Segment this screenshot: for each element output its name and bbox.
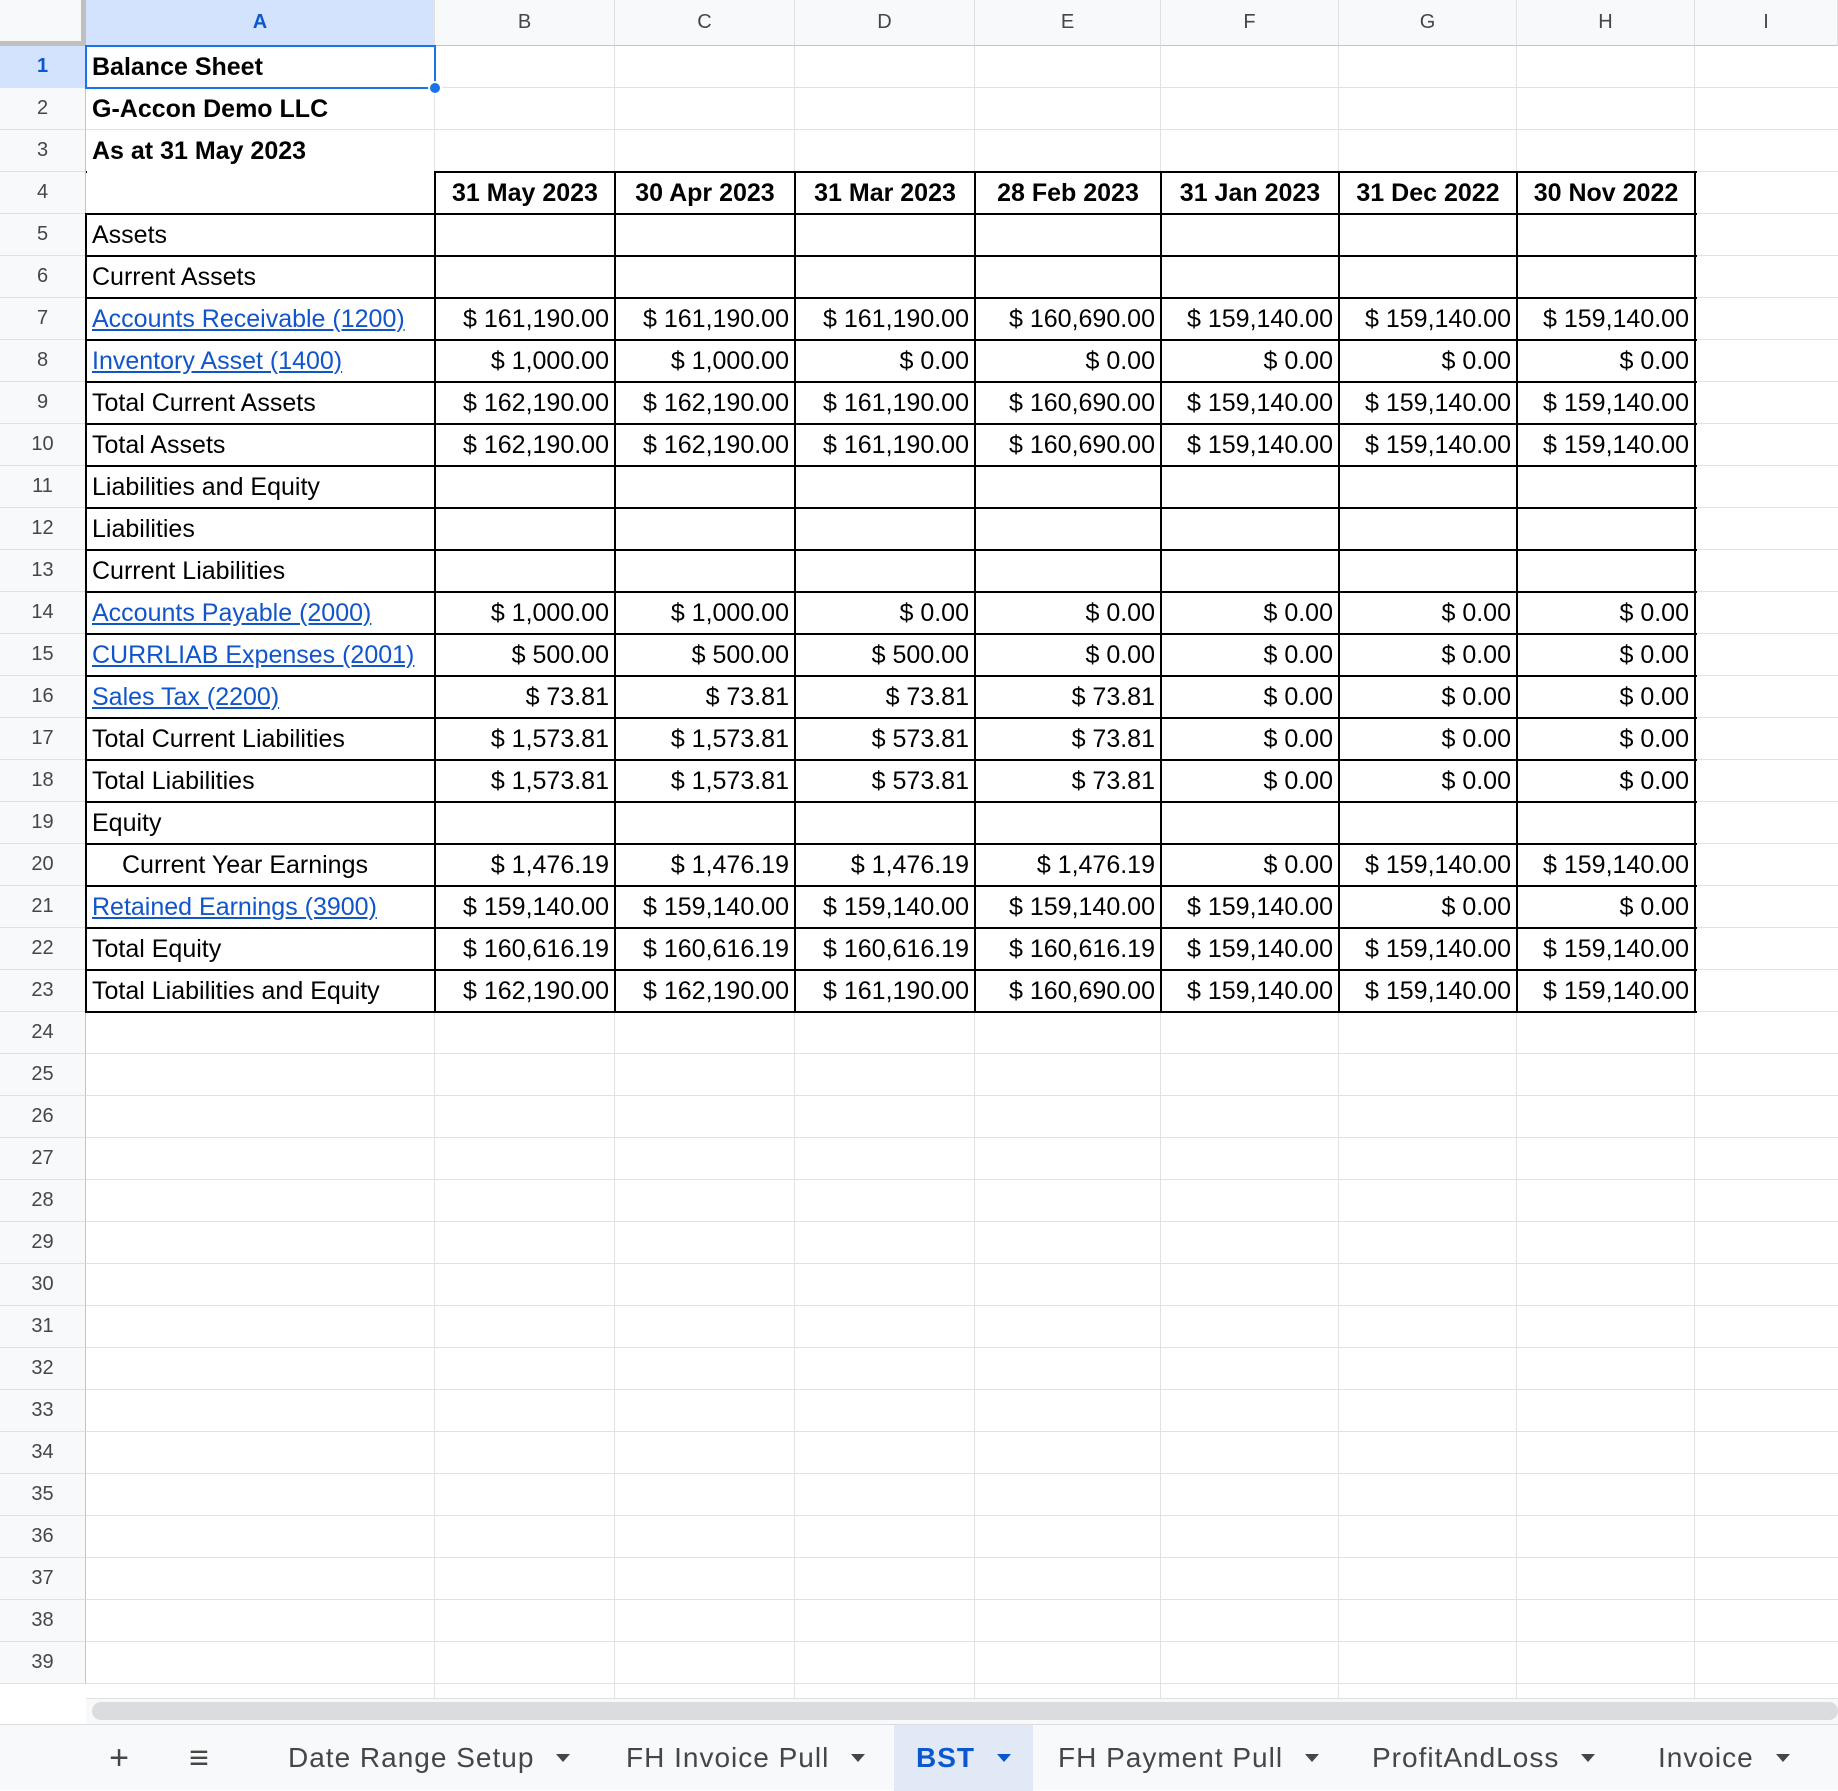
value-cell[interactable]: $ 1,573.81 bbox=[490, 766, 609, 795]
value-cell[interactable]: $ 159,140.00 bbox=[1543, 430, 1689, 459]
row-header-7[interactable]: 7 bbox=[0, 298, 86, 340]
row-header-29[interactable]: 29 bbox=[0, 1222, 86, 1264]
value-cell[interactable] bbox=[1517, 508, 1695, 550]
period-header[interactable]: 31 Dec 2022 bbox=[1356, 178, 1500, 207]
row-label[interactable]: Total Equity bbox=[92, 934, 222, 963]
value-cell[interactable] bbox=[435, 802, 615, 844]
value-cell[interactable]: $ 161,190.00 bbox=[823, 976, 969, 1005]
value-cell[interactable]: $ 0.00 bbox=[1619, 892, 1689, 921]
table-border-h bbox=[86, 633, 1697, 635]
value-cell[interactable]: $ 161,190.00 bbox=[463, 304, 609, 333]
value-cell[interactable] bbox=[1339, 466, 1517, 508]
value-cell[interactable]: $ 162,190.00 bbox=[463, 430, 609, 459]
value-cell[interactable]: $ 161,190.00 bbox=[823, 430, 969, 459]
row-header-37[interactable]: 37 bbox=[0, 1558, 86, 1600]
table-border-h bbox=[86, 759, 1697, 761]
row-label[interactable]: Total Assets bbox=[92, 430, 226, 459]
sheet-tab-label: BST bbox=[916, 1742, 975, 1773]
row-header-13[interactable]: 13 bbox=[0, 550, 86, 592]
company-name[interactable]: G-Accon Demo LLC bbox=[92, 94, 329, 123]
gridline-row bbox=[86, 1263, 1838, 1264]
value-cell[interactable]: $ 1,573.81 bbox=[670, 724, 789, 753]
row-header-2[interactable]: 2 bbox=[0, 88, 86, 130]
value-cell[interactable] bbox=[1517, 802, 1695, 844]
row-label[interactable]: Current Year Earnings bbox=[122, 850, 368, 879]
value-cell[interactable]: $ 0.00 bbox=[1085, 346, 1155, 375]
gridline-row bbox=[86, 1557, 1838, 1558]
value-cell[interactable] bbox=[615, 214, 795, 256]
sheet-tab-date-range-setup[interactable] bbox=[266, 1725, 592, 1791]
value-cell[interactable]: $ 0.00 bbox=[1263, 640, 1333, 669]
value-cell[interactable] bbox=[975, 508, 1161, 550]
sheet-tab-fh-payment-pull[interactable] bbox=[1036, 1725, 1341, 1791]
table-border-v bbox=[434, 171, 436, 1013]
table-border-v bbox=[1160, 171, 1162, 1013]
value-cell[interactable]: $ 0.00 bbox=[1619, 724, 1689, 753]
row-header-1[interactable]: 1 bbox=[0, 46, 86, 88]
value-cell[interactable]: $ 1,573.81 bbox=[670, 766, 789, 795]
value-cell[interactable]: $ 160,616.19 bbox=[463, 934, 609, 963]
value-cell[interactable]: $ 0.00 bbox=[1441, 598, 1511, 627]
row-header-26[interactable]: 26 bbox=[0, 1096, 86, 1138]
value-cell[interactable]: $ 73.81 bbox=[525, 682, 609, 711]
row-header-25[interactable]: 25 bbox=[0, 1054, 86, 1096]
value-cell[interactable] bbox=[615, 466, 795, 508]
value-cell[interactable]: $ 1,573.81 bbox=[490, 724, 609, 753]
table-border-h bbox=[86, 423, 1697, 425]
sheet-tab-label: Invoice bbox=[1658, 1742, 1754, 1773]
value-cell[interactable] bbox=[1161, 550, 1339, 592]
row-header-21[interactable]: 21 bbox=[0, 886, 86, 928]
row-header-15[interactable]: 15 bbox=[0, 634, 86, 676]
column-header-f[interactable]: F bbox=[1161, 0, 1339, 46]
row-header-27[interactable]: 27 bbox=[0, 1138, 86, 1180]
table-border-h bbox=[86, 549, 1697, 551]
table-border-h bbox=[86, 465, 1697, 467]
value-cell[interactable]: $ 0.00 bbox=[1263, 850, 1333, 879]
value-cell[interactable] bbox=[435, 508, 615, 550]
row-header-11[interactable]: 11 bbox=[0, 466, 86, 508]
value-cell[interactable]: $ 160,690.00 bbox=[1009, 976, 1155, 1005]
row-header-31[interactable]: 31 bbox=[0, 1306, 86, 1348]
value-cell[interactable] bbox=[795, 466, 975, 508]
row-label[interactable]: Total Current Assets bbox=[92, 388, 316, 417]
column-header-a[interactable]: A bbox=[86, 0, 435, 46]
sheet-tab-invoice[interactable] bbox=[1636, 1725, 1812, 1791]
value-cell[interactable] bbox=[1161, 214, 1339, 256]
row-header-38[interactable]: 38 bbox=[0, 1600, 86, 1642]
gridline-row bbox=[86, 129, 1838, 130]
gridline-row bbox=[86, 87, 1838, 88]
table-border-h bbox=[86, 507, 1697, 509]
value-cell[interactable]: $ 159,140.00 bbox=[1543, 976, 1689, 1005]
value-cell[interactable]: $ 73.81 bbox=[1071, 724, 1155, 753]
value-cell[interactable]: $ 0.00 bbox=[1263, 598, 1333, 627]
period-header[interactable]: 30 Apr 2023 bbox=[635, 178, 775, 207]
value-cell[interactable] bbox=[435, 214, 615, 256]
value-cell[interactable]: $ 1,476.19 bbox=[850, 850, 969, 879]
value-cell[interactable]: $ 160,690.00 bbox=[1009, 304, 1155, 333]
value-cell[interactable]: $ 159,140.00 bbox=[1187, 892, 1333, 921]
table-border-h bbox=[86, 297, 1697, 299]
value-cell[interactable] bbox=[435, 256, 615, 298]
row-header-9[interactable]: 9 bbox=[0, 382, 86, 424]
account-link[interactable]: Inventory Asset (1400) bbox=[92, 346, 343, 375]
row-label[interactable]: Assets bbox=[92, 220, 168, 249]
value-cell[interactable] bbox=[975, 550, 1161, 592]
value-cell[interactable]: $ 160,690.00 bbox=[1009, 388, 1155, 417]
value-cell[interactable]: $ 500.00 bbox=[511, 640, 609, 669]
sheet-tab-bar bbox=[0, 1724, 1838, 1790]
value-cell[interactable]: $ 73.81 bbox=[885, 682, 969, 711]
value-cell[interactable]: $ 0.00 bbox=[899, 598, 969, 627]
value-cell[interactable]: $ 159,140.00 bbox=[463, 892, 609, 921]
chevron-down-icon[interactable] bbox=[851, 1754, 865, 1762]
row-header-10[interactable]: 10 bbox=[0, 424, 86, 466]
row-label[interactable]: Liabilities and Equity bbox=[92, 472, 320, 501]
value-cell[interactable]: $ 162,190.00 bbox=[643, 388, 789, 417]
period-header[interactable]: 31 Jan 2023 bbox=[1179, 178, 1321, 207]
account-link[interactable]: CURRLIAB Expenses (2001) bbox=[92, 640, 415, 669]
row-header-19[interactable]: 19 bbox=[0, 802, 86, 844]
chevron-down-icon[interactable] bbox=[1305, 1754, 1319, 1762]
value-cell[interactable]: $ 1,476.19 bbox=[490, 850, 609, 879]
value-cell[interactable] bbox=[1339, 802, 1517, 844]
value-cell[interactable] bbox=[1517, 466, 1695, 508]
account-link[interactable]: Accounts Payable (2000) bbox=[92, 598, 372, 627]
column-header-h[interactable]: H bbox=[1517, 0, 1695, 46]
period-header[interactable]: 31 Mar 2023 bbox=[814, 178, 956, 207]
value-cell[interactable] bbox=[975, 802, 1161, 844]
value-cell[interactable]: $ 162,190.00 bbox=[463, 976, 609, 1005]
value-cell[interactable]: $ 73.81 bbox=[705, 682, 789, 711]
value-cell[interactable] bbox=[975, 214, 1161, 256]
value-cell[interactable]: $ 0.00 bbox=[1619, 346, 1689, 375]
value-cell[interactable]: $ 0.00 bbox=[1619, 682, 1689, 711]
gridline-row bbox=[86, 1305, 1838, 1306]
row-header-34[interactable]: 34 bbox=[0, 1432, 86, 1474]
hamburger-menu-icon[interactable]: ≡ bbox=[189, 1738, 209, 1777]
value-cell[interactable] bbox=[975, 466, 1161, 508]
gridline-row bbox=[86, 1515, 1838, 1516]
value-cell[interactable]: $ 1,476.19 bbox=[1036, 850, 1155, 879]
value-cell[interactable]: $ 159,140.00 bbox=[1365, 430, 1511, 459]
sheet-tab-label: FH Payment Pull bbox=[1058, 1742, 1284, 1773]
value-cell[interactable]: $ 0.00 bbox=[899, 346, 969, 375]
row-header-3[interactable]: 3 bbox=[0, 130, 86, 172]
table-border-v bbox=[1516, 171, 1518, 1013]
value-cell[interactable]: $ 0.00 bbox=[1085, 640, 1155, 669]
value-cell[interactable]: $ 1,000.00 bbox=[490, 598, 609, 627]
sheet-tab-label: ProfitAndLoss bbox=[1372, 1742, 1560, 1773]
value-cell[interactable]: $ 159,140.00 bbox=[1365, 850, 1511, 879]
value-cell[interactable]: $ 1,476.19 bbox=[670, 850, 789, 879]
column-header-d[interactable]: D bbox=[795, 0, 975, 46]
value-cell[interactable]: $ 159,140.00 bbox=[1187, 976, 1333, 1005]
gridline-row bbox=[86, 1095, 1838, 1096]
row-header-35[interactable]: 35 bbox=[0, 1474, 86, 1516]
value-cell[interactable]: $ 1,000.00 bbox=[490, 346, 609, 375]
value-cell[interactable] bbox=[615, 550, 795, 592]
row-label[interactable]: Current Liabilities bbox=[92, 556, 286, 585]
value-cell[interactable] bbox=[615, 256, 795, 298]
gridline-row bbox=[86, 1137, 1838, 1138]
value-cell[interactable]: $ 0.00 bbox=[1441, 640, 1511, 669]
value-cell[interactable]: $ 161,190.00 bbox=[643, 304, 789, 333]
value-cell[interactable] bbox=[1161, 508, 1339, 550]
table-border-v bbox=[1338, 171, 1340, 1013]
value-cell[interactable] bbox=[1161, 256, 1339, 298]
table-border-h bbox=[86, 843, 1697, 845]
row-header-32[interactable]: 32 bbox=[0, 1348, 86, 1390]
value-cell[interactable]: $ 159,140.00 bbox=[1187, 388, 1333, 417]
table-border-v bbox=[974, 171, 976, 1013]
value-cell[interactable]: $ 0.00 bbox=[1263, 766, 1333, 795]
table-border-h bbox=[86, 927, 1697, 929]
select-all-corner[interactable] bbox=[0, 0, 86, 46]
value-cell[interactable]: $ 159,140.00 bbox=[643, 892, 789, 921]
value-cell[interactable]: $ 0.00 bbox=[1441, 682, 1511, 711]
value-cell[interactable]: $ 0.00 bbox=[1619, 766, 1689, 795]
value-cell[interactable]: $ 500.00 bbox=[871, 640, 969, 669]
chevron-down-icon[interactable] bbox=[1776, 1754, 1790, 1762]
sheet-tab-label: FH Invoice Pull bbox=[626, 1742, 830, 1773]
account-link[interactable]: Sales Tax (2200) bbox=[92, 682, 280, 711]
row-header-30[interactable]: 30 bbox=[0, 1264, 86, 1306]
sheet-tab-label: Date Range Setup bbox=[288, 1742, 535, 1773]
value-cell[interactable]: $ 500.00 bbox=[691, 640, 789, 669]
column-header-g[interactable]: G bbox=[1339, 0, 1517, 46]
row-header-18[interactable]: 18 bbox=[0, 760, 86, 802]
value-cell[interactable] bbox=[1339, 256, 1517, 298]
table-border-v bbox=[85, 213, 87, 1013]
gridline-row bbox=[86, 1431, 1838, 1432]
row-label[interactable]: Current Assets bbox=[92, 262, 256, 291]
value-cell[interactable]: $ 161,190.00 bbox=[823, 304, 969, 333]
value-cell[interactable] bbox=[795, 550, 975, 592]
column-header-i[interactable]: I bbox=[1695, 0, 1838, 46]
table-border-h bbox=[86, 381, 1697, 383]
value-cell[interactable]: $ 160,616.19 bbox=[643, 934, 789, 963]
value-cell[interactable] bbox=[435, 550, 615, 592]
value-cell[interactable]: $ 159,140.00 bbox=[1187, 304, 1333, 333]
gridline-row bbox=[86, 1683, 1838, 1684]
table-border-h bbox=[86, 591, 1697, 593]
value-cell[interactable]: $ 0.00 bbox=[1263, 346, 1333, 375]
value-cell[interactable] bbox=[615, 508, 795, 550]
value-cell[interactable] bbox=[1339, 550, 1517, 592]
value-cell[interactable]: $ 160,690.00 bbox=[1009, 430, 1155, 459]
value-cell[interactable]: $ 1,000.00 bbox=[670, 598, 789, 627]
table-border-h bbox=[86, 675, 1697, 677]
value-cell[interactable]: $ 0.00 bbox=[1441, 766, 1511, 795]
gridline-row bbox=[86, 1179, 1838, 1180]
row-header-23[interactable]: 23 bbox=[0, 970, 86, 1012]
gridline-row bbox=[86, 1347, 1838, 1348]
value-cell[interactable] bbox=[435, 466, 615, 508]
value-cell[interactable]: $ 159,140.00 bbox=[1187, 430, 1333, 459]
table-border-h bbox=[86, 339, 1697, 341]
value-cell[interactable]: $ 0.00 bbox=[1263, 724, 1333, 753]
value-cell[interactable]: $ 159,140.00 bbox=[823, 892, 969, 921]
value-cell[interactable] bbox=[1339, 508, 1517, 550]
row-label[interactable]: Total Current Liabilities bbox=[92, 724, 345, 753]
value-cell[interactable]: $ 159,140.00 bbox=[1365, 304, 1511, 333]
row-label[interactable]: Total Liabilities bbox=[92, 766, 255, 795]
column-header-c[interactable]: C bbox=[615, 0, 795, 46]
value-cell[interactable] bbox=[1517, 256, 1695, 298]
table-border-v bbox=[1694, 171, 1696, 1013]
value-cell[interactable]: $ 159,140.00 bbox=[1365, 388, 1511, 417]
gridline-row bbox=[86, 1389, 1838, 1390]
value-cell[interactable]: $ 159,140.00 bbox=[1009, 892, 1155, 921]
value-cell[interactable] bbox=[615, 802, 795, 844]
row-header-33[interactable]: 33 bbox=[0, 1390, 86, 1432]
value-cell[interactable]: $ 0.00 bbox=[1441, 346, 1511, 375]
horizontal-scrollbar-thumb[interactable] bbox=[92, 1702, 1838, 1720]
value-cell[interactable] bbox=[795, 802, 975, 844]
value-cell[interactable] bbox=[1161, 802, 1339, 844]
value-cell[interactable] bbox=[1517, 550, 1695, 592]
row-header-20[interactable]: 20 bbox=[0, 844, 86, 886]
chevron-down-icon[interactable] bbox=[1581, 1754, 1595, 1762]
value-cell[interactable]: $ 159,140.00 bbox=[1543, 850, 1689, 879]
report-date[interactable]: As at 31 May 2023 bbox=[92, 136, 307, 165]
gridline-row bbox=[86, 1473, 1838, 1474]
value-cell[interactable]: $ 1,000.00 bbox=[670, 346, 789, 375]
column-header-e[interactable]: E bbox=[975, 0, 1161, 46]
value-cell[interactable]: $ 73.81 bbox=[1071, 682, 1155, 711]
value-cell[interactable]: $ 162,190.00 bbox=[643, 976, 789, 1005]
plus-icon[interactable]: + bbox=[109, 1738, 129, 1777]
value-cell[interactable] bbox=[1161, 466, 1339, 508]
gridline-row bbox=[86, 1641, 1838, 1642]
row-header-39[interactable]: 39 bbox=[0, 1642, 86, 1684]
row-label[interactable]: Liabilities bbox=[92, 514, 195, 543]
value-cell[interactable] bbox=[1517, 214, 1695, 256]
table-border-v bbox=[794, 171, 796, 1013]
value-cell[interactable]: $ 159,140.00 bbox=[1543, 304, 1689, 333]
value-cell[interactable]: $ 0.00 bbox=[1085, 598, 1155, 627]
sheet-tab-profitandloss[interactable] bbox=[1350, 1725, 1617, 1791]
row-label[interactable]: Total Liabilities and Equity bbox=[92, 976, 380, 1005]
value-cell[interactable]: $ 0.00 bbox=[1441, 892, 1511, 921]
table-border-h bbox=[86, 969, 1697, 971]
table-border-h bbox=[86, 213, 1697, 215]
gridline-row bbox=[86, 1053, 1838, 1054]
period-header[interactable]: 30 Nov 2022 bbox=[1533, 178, 1679, 207]
value-cell[interactable]: $ 160,616.19 bbox=[1009, 934, 1155, 963]
value-cell[interactable]: $ 0.00 bbox=[1263, 682, 1333, 711]
value-cell[interactable] bbox=[795, 256, 975, 298]
column-header-b[interactable]: B bbox=[435, 0, 615, 46]
row-header-17[interactable]: 17 bbox=[0, 718, 86, 760]
value-cell[interactable]: $ 0.00 bbox=[1441, 724, 1511, 753]
gridline-row bbox=[86, 1221, 1838, 1222]
table-border-h bbox=[86, 255, 1697, 257]
value-cell[interactable]: $ 159,140.00 bbox=[1543, 388, 1689, 417]
value-cell[interactable]: $ 0.00 bbox=[1619, 598, 1689, 627]
value-cell[interactable]: $ 159,140.00 bbox=[1365, 934, 1511, 963]
table-border-h bbox=[86, 717, 1697, 719]
sheet-tab-bst[interactable] bbox=[894, 1725, 1033, 1791]
chevron-down-icon[interactable] bbox=[556, 1754, 570, 1762]
value-cell[interactable]: $ 159,140.00 bbox=[1365, 976, 1511, 1005]
row-header-16[interactable]: 16 bbox=[0, 676, 86, 718]
value-cell[interactable]: $ 160,616.19 bbox=[823, 934, 969, 963]
row-header-22[interactable]: 22 bbox=[0, 928, 86, 970]
row-header-4[interactable]: 4 bbox=[0, 172, 86, 214]
value-cell[interactable]: $ 73.81 bbox=[1071, 766, 1155, 795]
row-header-6[interactable]: 6 bbox=[0, 256, 86, 298]
account-link[interactable]: Accounts Receivable (1200) bbox=[92, 304, 405, 333]
value-cell[interactable]: $ 159,140.00 bbox=[1543, 934, 1689, 963]
value-cell[interactable] bbox=[795, 214, 975, 256]
value-cell[interactable]: $ 573.81 bbox=[871, 724, 969, 753]
gridline-row bbox=[86, 1599, 1838, 1600]
value-cell[interactable] bbox=[1339, 214, 1517, 256]
row-header-24[interactable]: 24 bbox=[0, 1012, 86, 1054]
period-header[interactable]: 31 May 2023 bbox=[452, 178, 598, 207]
row-header-8[interactable]: 8 bbox=[0, 340, 86, 382]
sheet-title[interactable]: Balance Sheet bbox=[92, 52, 263, 81]
row-header-12[interactable]: 12 bbox=[0, 508, 86, 550]
row-label[interactable]: Equity bbox=[92, 808, 162, 837]
period-header[interactable]: 28 Feb 2023 bbox=[997, 178, 1139, 207]
value-cell[interactable] bbox=[975, 256, 1161, 298]
value-cell[interactable]: $ 159,140.00 bbox=[1187, 934, 1333, 963]
row-header-5[interactable]: 5 bbox=[0, 214, 86, 256]
value-cell[interactable]: $ 161,190.00 bbox=[823, 388, 969, 417]
row-header-14[interactable]: 14 bbox=[0, 592, 86, 634]
fill-handle[interactable] bbox=[428, 81, 442, 95]
value-cell[interactable]: $ 162,190.00 bbox=[643, 430, 789, 459]
chevron-down-icon[interactable] bbox=[997, 1754, 1011, 1762]
table-border-h bbox=[86, 1011, 1697, 1013]
sheet-tab-fh-invoice-pull[interactable] bbox=[604, 1725, 887, 1791]
row-header-36[interactable]: 36 bbox=[0, 1516, 86, 1558]
border-cover bbox=[87, 171, 434, 173]
value-cell[interactable]: $ 573.81 bbox=[871, 766, 969, 795]
table-border-h bbox=[86, 885, 1697, 887]
value-cell[interactable]: $ 162,190.00 bbox=[463, 388, 609, 417]
value-cell[interactable] bbox=[795, 508, 975, 550]
table-border-h bbox=[86, 801, 1697, 803]
value-cell[interactable]: $ 0.00 bbox=[1619, 640, 1689, 669]
row-header-28[interactable]: 28 bbox=[0, 1180, 86, 1222]
account-link[interactable]: Retained Earnings (3900) bbox=[92, 892, 377, 921]
table-border-v bbox=[614, 171, 616, 1013]
